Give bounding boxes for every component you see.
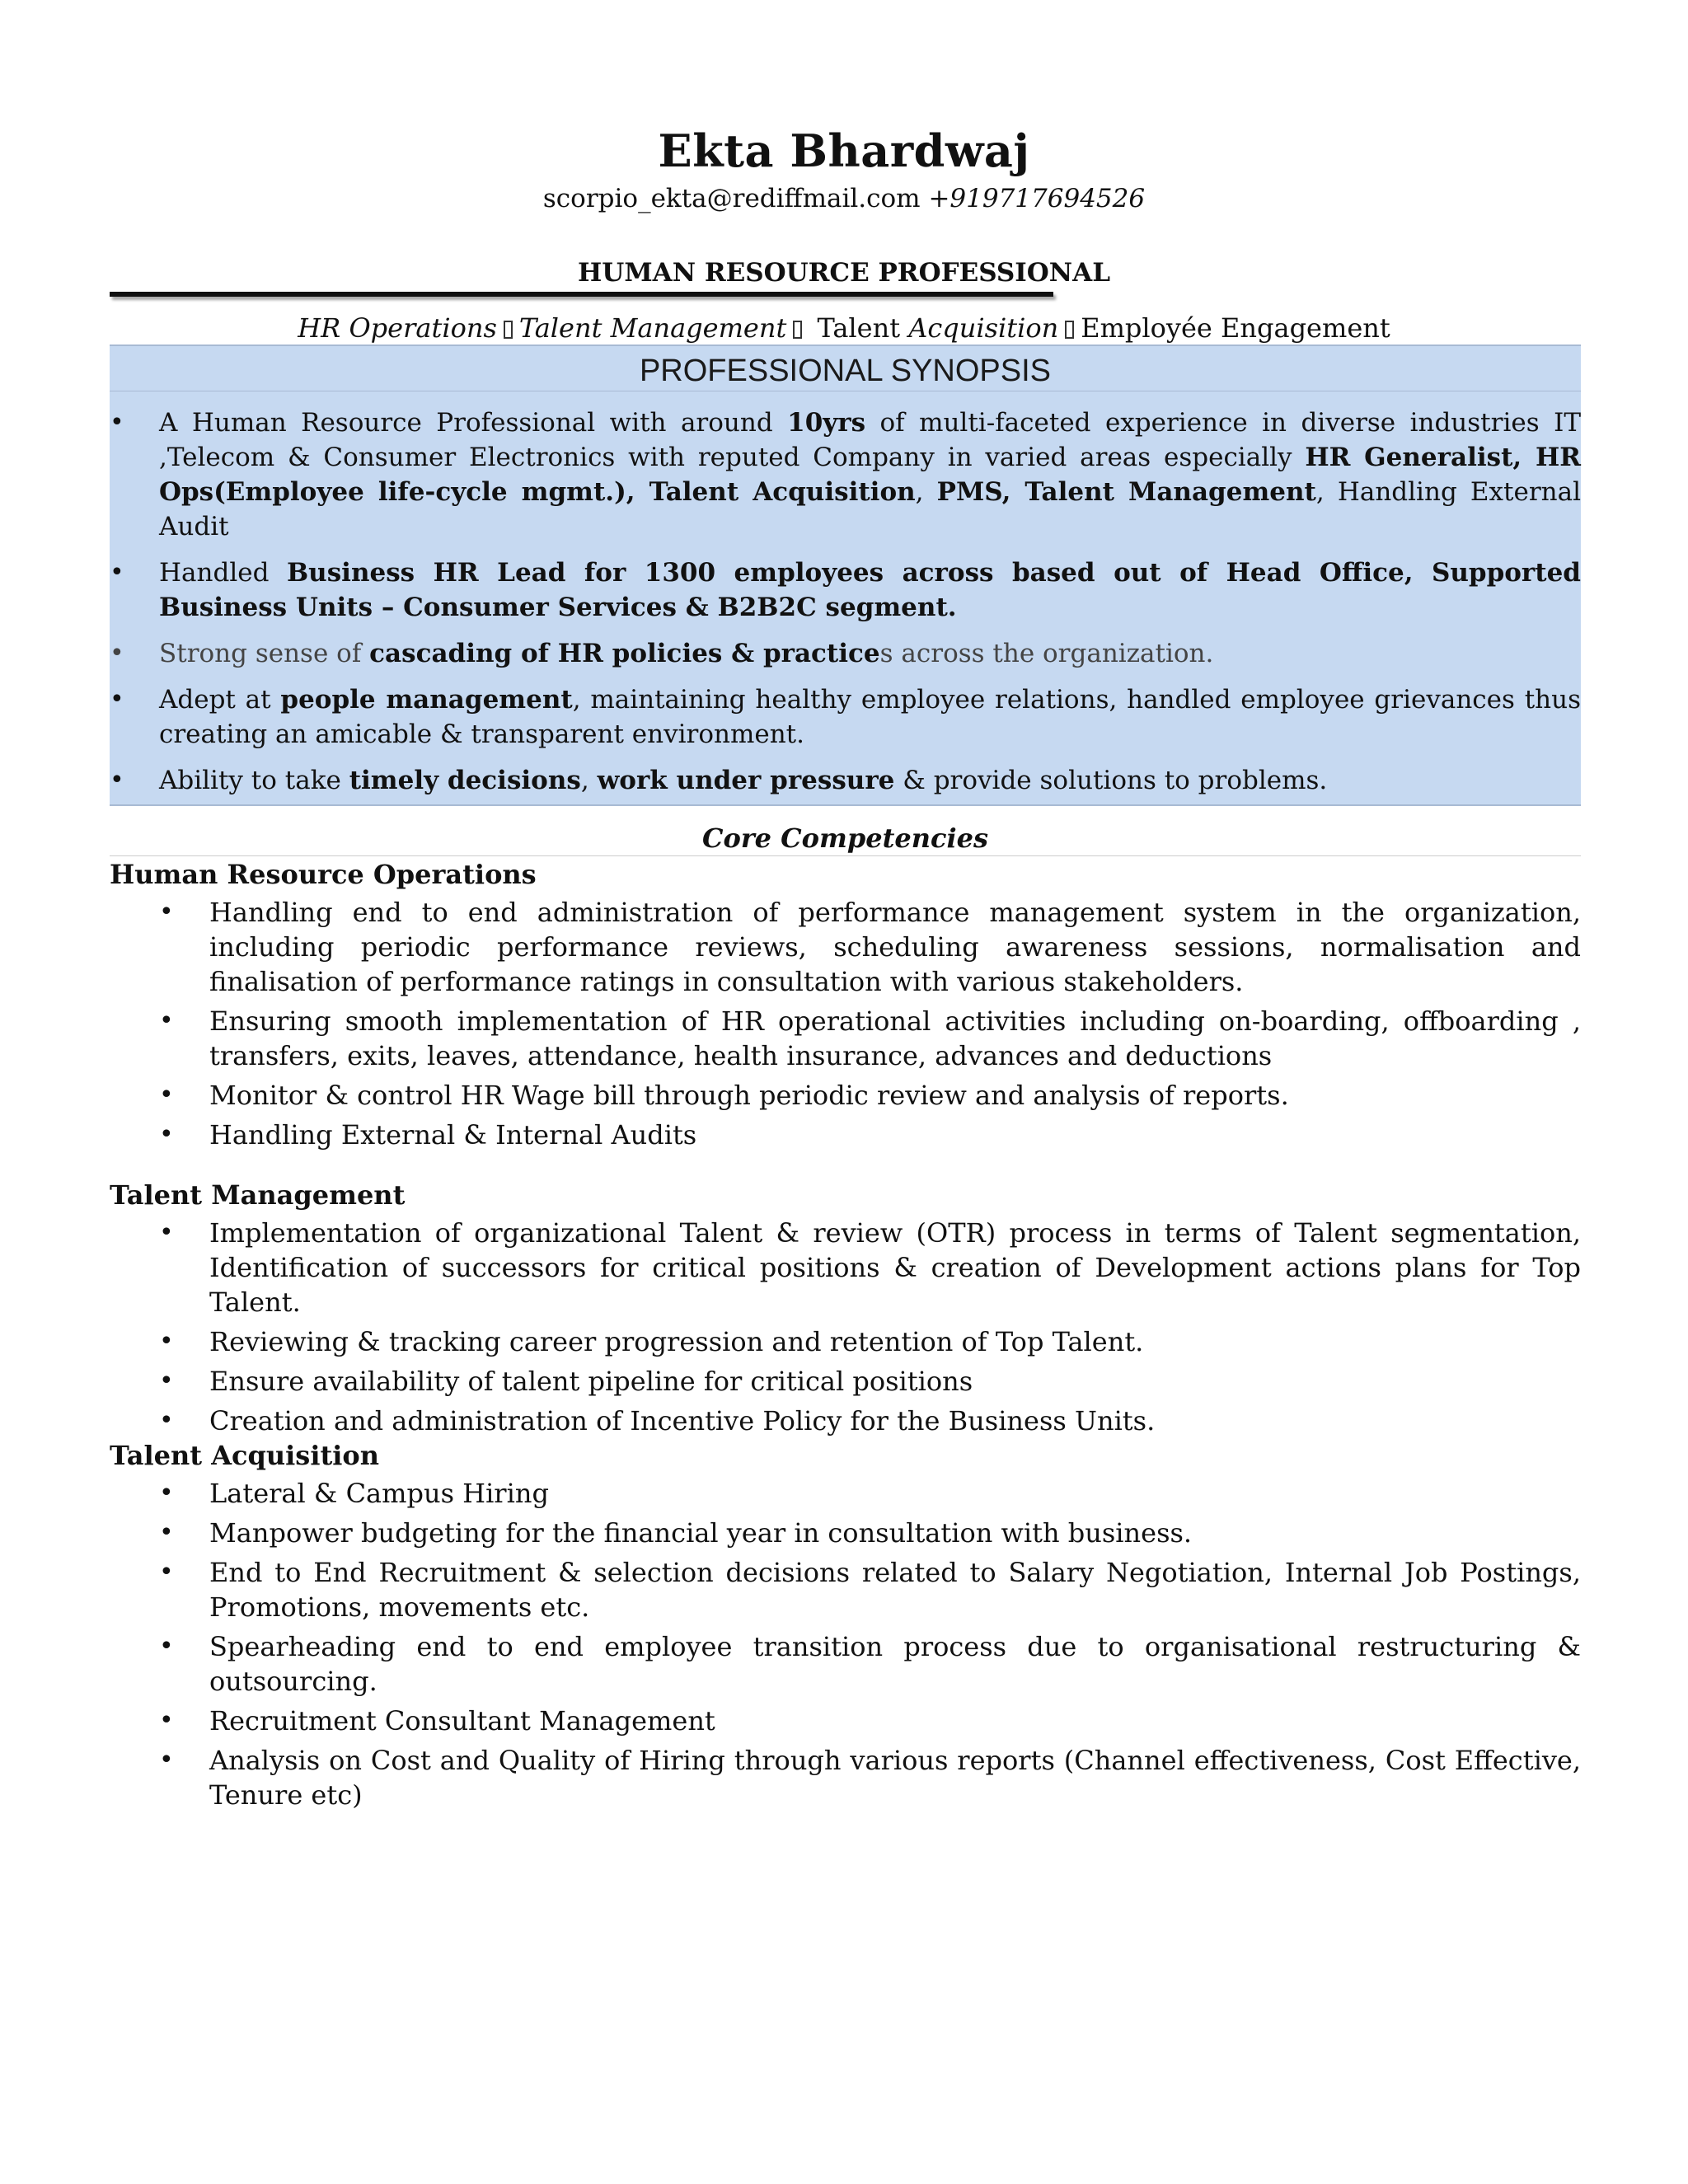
bullet-icon: • [159, 1366, 174, 1395]
competency-text: Implementation of organizational Talent & review (OTR) process in terms of Talent segmentation, Identification of successors for critical positions & creation of Development actions plans for Top Talent. [209, 1217, 1581, 1318]
competency-text: Ensuring smooth implementation of HR operational activities including on-boarding, offboarding , transfers, exits, leaves, attendance, health insurance, advances and deductions [209, 1005, 1581, 1071]
bullet-icon: • [159, 898, 174, 926]
competency-text: Handling External & Internal Audits [209, 1119, 697, 1151]
synopsis-text: & provide solutions to problems. [894, 766, 1328, 795]
synopsis-item [110, 636, 1581, 671]
section-heading: Talent Acquisition [110, 1440, 380, 1471]
core-competencies-title: Core Competencies [110, 821, 1581, 856]
bullet-icon: • [110, 685, 124, 714]
separator-box-icon [793, 321, 802, 339]
synopsis-text: HR Generalist, HR Ops(Employee life-cycle mgmt.), Talent Acquisition [159, 443, 1581, 507]
competency-item [110, 1078, 1581, 1113]
competency-text: Lateral & Campus Hiring [209, 1478, 549, 1509]
synopsis-text: , [580, 766, 598, 795]
competency-text: End to End Recruitment & selection decisions related to Salary Negotiation, Internal Job Postings, Promotions, movements etc. [209, 1557, 1581, 1623]
competency-text: Creation and administration of Incentive Policy for the Business Units. [209, 1405, 1156, 1436]
competency-item [110, 1404, 1581, 1438]
competency-item [110, 1476, 1581, 1511]
synopsis-text: timely decisions [349, 766, 581, 795]
competency-text: Handling end to end administration of performance management system in the organization, including periodic performance reviews, scheduling awareness sessions, normalisation and finalisation of performance ratings in consultation with various stakeholders. [209, 897, 1581, 997]
synopsis-title: PROFESSIONAL SYNOPSIS [110, 351, 1581, 391]
synopsis-text: , maintaining healthy employee relations, handled employee grievances thus creating an amicable & transparent environment. [159, 685, 1582, 749]
synopsis-item [110, 405, 1581, 544]
focus-area-acquisition: Acquisition [908, 312, 1059, 344]
email-address: scorpio_ekta@rediffmail.com [542, 184, 921, 213]
synopsis-text: Adept at [159, 685, 281, 715]
synopsis-text: s across the organization. [879, 639, 1214, 668]
competency-item [110, 1629, 1581, 1699]
competency-text: Analysis on Cost and Quality of Hiring through various reports (Channel effectiveness, Cost Effective, Tenure etc) [209, 1745, 1581, 1811]
competency-list [110, 895, 1581, 1152]
synopsis-item [110, 555, 1581, 625]
competency-text: Recruitment Consultant Management [209, 1705, 715, 1736]
focus-area-employee-engagement: Employée Engagement [1081, 312, 1390, 344]
synopsis-text: 10yrs [787, 408, 866, 438]
competency-item [110, 1704, 1581, 1738]
bullet-icon: • [159, 1080, 174, 1109]
bullet-icon: • [159, 1006, 174, 1035]
candidate-name: Ekta Bhardwaj [658, 124, 1030, 177]
synopsis-text: people management [280, 685, 573, 715]
synopsis-item [110, 682, 1581, 752]
bullet-icon: • [110, 558, 124, 587]
bullet-icon: • [159, 1218, 174, 1247]
bullet-icon: • [159, 1558, 174, 1586]
bullet-icon: • [110, 639, 124, 668]
competency-item [110, 1324, 1581, 1359]
competency-text: Reviewing & tracking career progression and retention of Top Talent. [209, 1326, 1144, 1357]
competency-text: Ensure availability of talent pipeline for critical positions [209, 1366, 973, 1397]
section-hr-operations [110, 857, 1581, 1157]
phone-number: +919717694526 [928, 184, 1146, 213]
role-title: HUMAN RESOURCE PROFESSIONAL [578, 258, 1110, 288]
competency-list [110, 1476, 1581, 1812]
synopsis-item [110, 763, 1581, 798]
bullet-icon: • [110, 408, 124, 437]
competency-item [110, 1364, 1581, 1399]
bullet-icon: • [159, 1632, 174, 1661]
synopsis-text: of multi-faceted experience in diverse industries IT ,Telecom & Consumer Electronics with reputed Company in varied areas especially [159, 408, 1581, 472]
competency-item [110, 1216, 1581, 1319]
synopsis-text: Handled [159, 558, 287, 588]
competency-list [110, 1216, 1581, 1438]
bullet-icon: • [159, 1120, 174, 1149]
section-talent-acquisition [110, 1438, 1581, 1817]
synopsis-text: cascading of HR policies & practice [369, 639, 880, 668]
section-heading: Talent Management [110, 1179, 406, 1211]
synopsis-text: Strong sense of [159, 639, 370, 668]
synopsis-text: , [915, 477, 937, 507]
separator-box-icon [504, 321, 513, 339]
competency-text: Monitor & control HR Wage bill through periodic review and analysis of reports. [209, 1080, 1289, 1111]
competency-item [110, 895, 1581, 999]
competency-item [110, 1118, 1581, 1152]
bullet-icon: • [159, 1518, 174, 1547]
bullet-icon: • [159, 1406, 174, 1435]
section-heading: Human Resource Operations [110, 859, 537, 890]
focus-areas-line [0, 311, 1688, 345]
bullet-icon: • [159, 1706, 174, 1735]
synopsis-text: , Handling External Audit [159, 477, 1582, 541]
professional-synopsis-box [110, 344, 1581, 806]
bullet-icon: • [159, 1327, 174, 1356]
synopsis-text: A Human Resource Professional with around [159, 408, 788, 438]
synopsis-list [110, 405, 1581, 809]
synopsis-text: work under pressure [597, 766, 895, 795]
competency-text: Manpower budgeting for the financial year in consultation with business. [209, 1517, 1193, 1549]
competency-item [110, 1555, 1581, 1624]
separator-box-icon [1065, 321, 1074, 339]
bullet-icon: • [110, 766, 124, 794]
title-divider [110, 292, 1053, 297]
competency-text: Spearheading end to end employee transition process due to organisational restructuring & outsourcing. [209, 1631, 1581, 1697]
section-talent-management [110, 1178, 1581, 1443]
focus-area-talent: Talent [817, 312, 901, 344]
bullet-icon: • [159, 1746, 174, 1774]
synopsis-text: Business HR Lead for 1300 employees across based out of Head Office, Supported Business Units – Consumer Services & B2B2C segment. [159, 558, 1581, 622]
focus-area-talent-management: Talent Management [518, 312, 787, 344]
synopsis-text: Ability to take [159, 766, 349, 795]
competency-item [110, 1743, 1581, 1812]
synopsis-text: PMS, Talent Management [936, 477, 1316, 507]
competency-item [110, 1516, 1581, 1550]
competency-item [110, 1004, 1581, 1073]
contact-line [0, 181, 1688, 216]
bullet-icon: • [159, 1479, 174, 1507]
focus-area-hr-operations: HR Operations [298, 312, 497, 344]
